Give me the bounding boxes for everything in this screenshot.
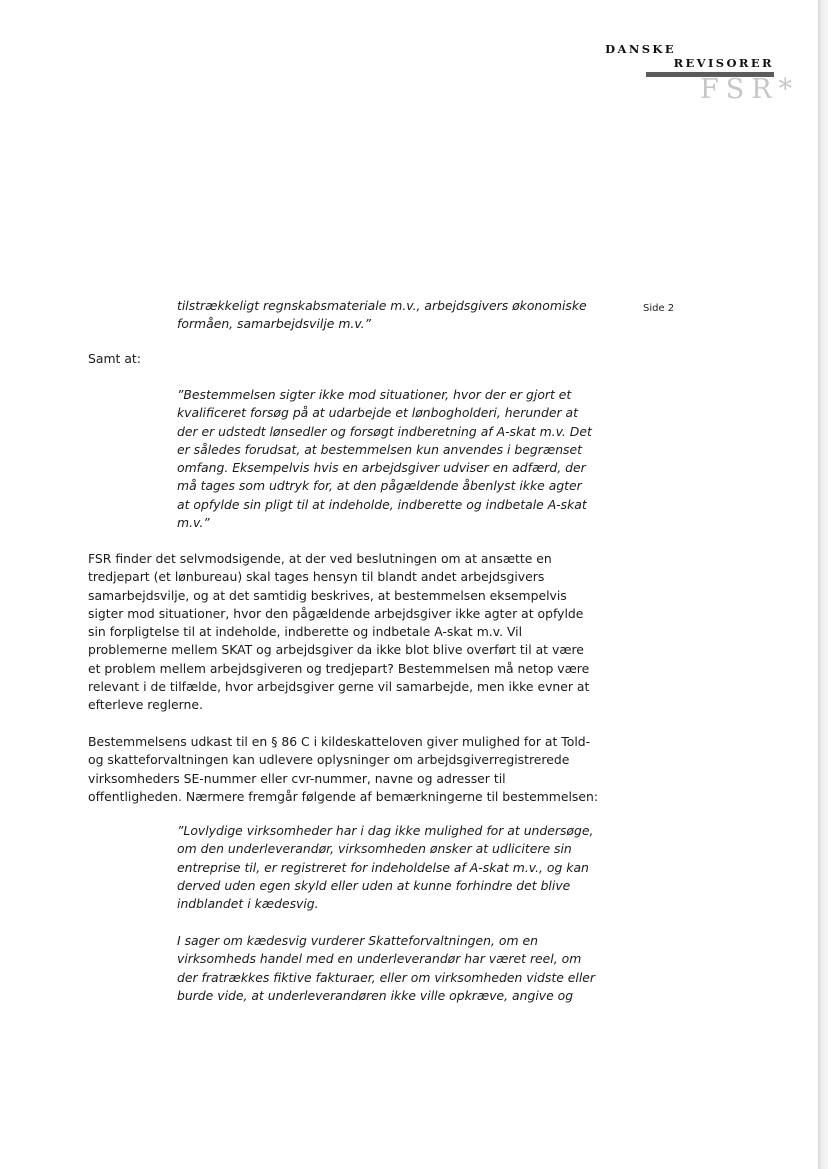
paragraph-fsr-finder: FSR finder det selvmodsigende, at der ved beslutningen om at ansætte en tredjepart (et lønbureau) skal tages hensyn til blandt andet arbejdsgivers samarbejdsvilje, og at det samtidig beskrives, at bestemmelsen eksempelvis sigter mod situationer, hvor den pågældende arbejdsgiver ikke agter at opfylde sin forpligtelse til at indeholde, indberette og indbetale A-skat m.v. Vil problemerne mellem SKAT og arbejdsgiver da ikke blot blive overført til at være et problem mellem arbejdsgiveren og tredjepart? Bestemmelsen må netop være relevant i de tilfælde, hvor arbejdsgiver gerne vil samarbejde, men ikke evner at efterleve reglerne. xyxy=(88,551,590,713)
quote-lovlydige: ”Lovlydige virksomheder har i dag ikke mulighed for at undersøge, om den underleverandør, virksomheden ønsker at udlicitere sin entreprise til, er registreret for indeholdelse af A-skat m.v., og kan derved uden egen skyld eller uden at kunne forhindre det blive indblandet i kædesvig. xyxy=(177,823,594,912)
logo-line-revisorer: REVISORER xyxy=(673,56,774,70)
fsr-logo xyxy=(600,42,800,112)
page-number-label: Side 2 xyxy=(643,303,675,314)
logo-mark-fsr: FSR* xyxy=(700,74,800,105)
quote-continuation: tilstrækkeligt regnskabsmateriale m.v., arbejdsgivers økonomiske formåen, samarbejdsvilje m.v.” xyxy=(177,298,587,332)
samt-at-label: Samt at: xyxy=(88,351,141,366)
page-edge-shadow xyxy=(818,0,828,1169)
logo-line-danske: DANSKE xyxy=(605,42,676,56)
paragraph-86c: Bestemmelsens udkast til en § 86 C i kildeskatteloven giver mulighed for at Told- og skatteforvaltningen kan udlevere oplysninger om arbejdsgiverregistrerede virksomheders SE-nummer eller cvr-nummer, navne og adresser til offentligheden. Nærmere fremgår følgende af bemærkningerne til bestemmelsen: xyxy=(88,734,599,804)
quote-kaedesvig: I sager om kædesvig vurderer Skatteforvaltningen, om en virksomheds handel med en underleverandør har været reel, om der fratrækkes fiktive fakturaer, eller om virksomheden vidste eller burde vide, at underleverandøren ikke ville opkræve, angive og xyxy=(177,933,595,1003)
quote-bestemmelsen: ”Bestemmelsen sigter ikke mod situationer, hvor der er gjort et kvalificeret forsøg på at udarbejde et lønbogholderi, herunder at der er udstedt lønsedler og forsøgt indberetning af A-skat m.v. Det er således forudsat, at bestemmelsen kun anvendes i begrænset omfang. Eksempelvis hvis en arbejdsgiver udviser en adfærd, der må tages som udtryk for, at den pågældende åbenlyst ikke agter at opfylde sin pligt til at indeholde, indberette og indbetale A-skat m.v.” xyxy=(177,387,592,531)
